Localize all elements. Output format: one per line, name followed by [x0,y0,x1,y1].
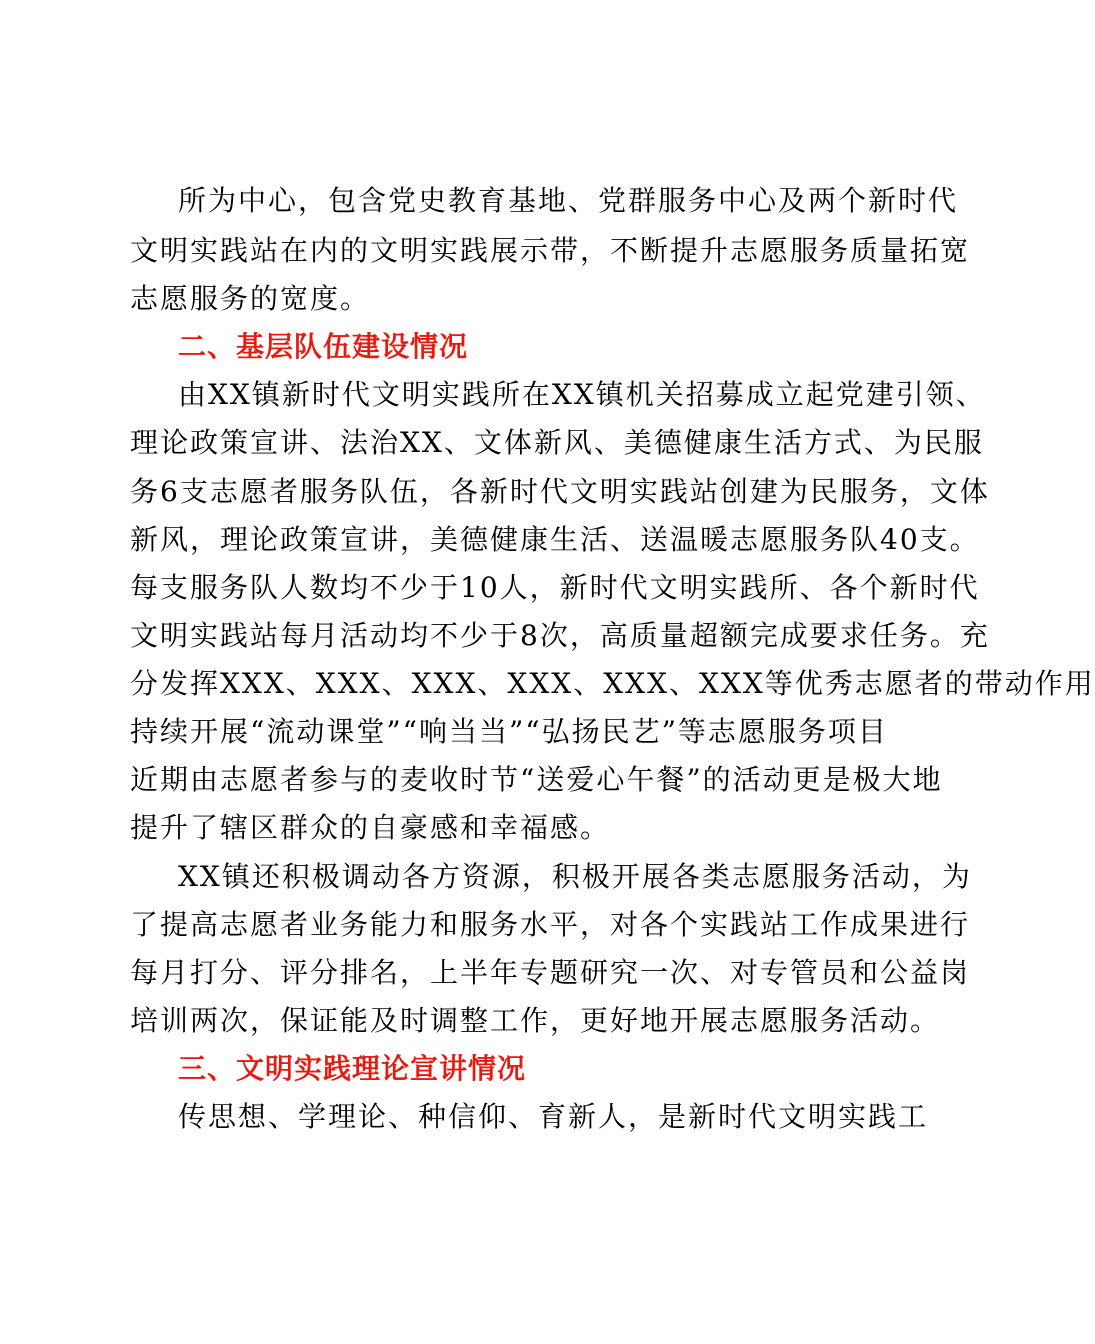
paragraph-line: 由XX镇新时代文明实践所在XX镇机关招募成立起党建引领、 [178,378,986,411]
section-heading-2: 二、基层队伍建设情况 [178,330,469,363]
paragraph-line: 提升了辖区群众的自豪感和幸福感。 [130,811,611,844]
paragraph-line: 文明实践站在内的文明实践展示带，不断提升志愿服务质量拓宽 [130,234,971,267]
paragraph-line: 分发挥XXX、XXX、XXX、XXX、XXX、XXX等优秀志愿者的带动作用 [130,667,1095,700]
paragraph-line: 所为中心，包含党史教育基地、党群服务中心及两个新时代 [178,184,959,217]
paragraph-line: 传思想、学理论、种信仰、育新人，是新时代文明实践工 [178,1100,929,1133]
paragraph-line: 文明实践站每月活动均不少于8次，高质量超额完成要求任务。充 [130,619,990,652]
paragraph-line: 新风，理论政策宣讲，美德健康生活、送温暖志愿服务队40支。 [130,523,980,556]
paragraph-line: XX镇还积极调动各方资源，积极开展各类志愿服务活动，为 [178,860,972,893]
paragraph-line: 近期由志愿者参与的麦收时节“送爱心午餐”的活动更是极大地 [130,763,943,796]
paragraph-line: 了提高志愿者业务能力和服务水平，对各个实践站工作成果进行 [130,908,971,941]
paragraph-line: 培训两次，保证能及时调整工作，更好地开展志愿服务活动。 [130,1004,941,1037]
paragraph-line: 持续开展“流动课堂”“响当当”“弘扬民艺”等志愿服务项目 [130,715,888,748]
paragraph-line: 每月打分、评分排名，上半年专题研究一次、对专管员和公益岗 [130,956,971,989]
paragraph-line: 每支服务队人数均不少于10人，新时代文明实践所、各个新时代 [130,571,980,604]
paragraph-line: 志愿服务的宽度。 [130,282,371,315]
paragraph-line: 理论政策宣讲、法治XX、文体新风、美德健康生活方式、为民服 [130,426,984,459]
paragraph-line: 务6支志愿者服务队伍，各新时代文明实践站创建为民服务，文体 [130,475,990,508]
section-heading-3: 三、文明实践理论宣讲情况 [178,1052,527,1085]
